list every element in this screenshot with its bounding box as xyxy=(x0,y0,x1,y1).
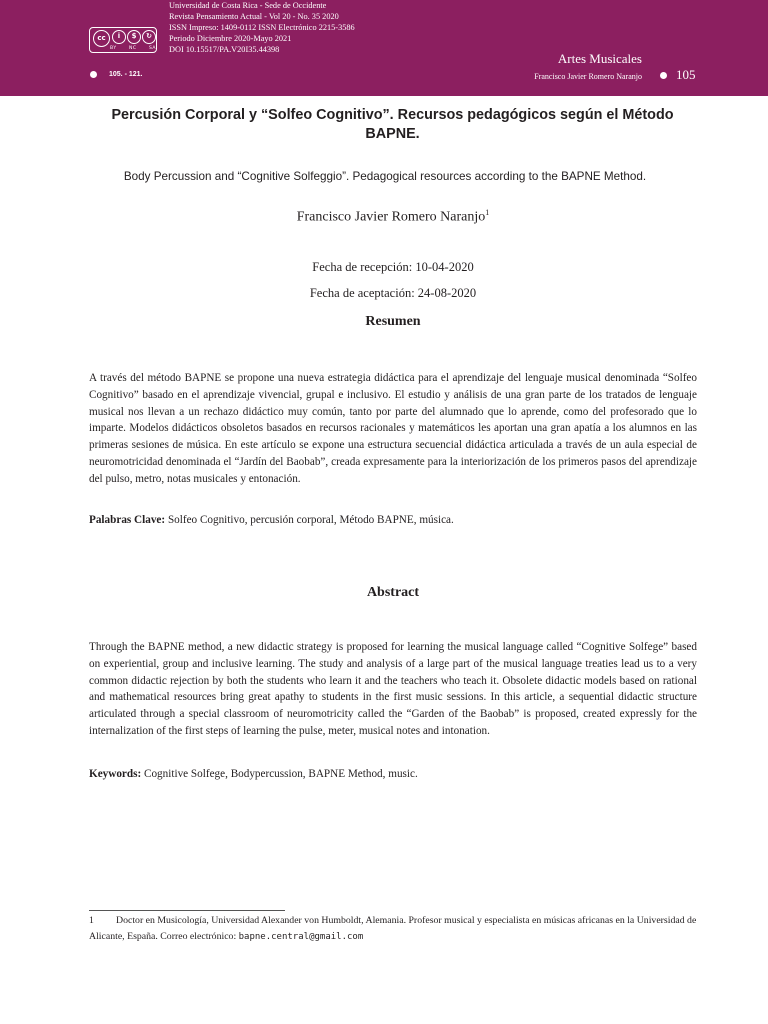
footnote-divider xyxy=(89,910,285,911)
by-icon: i xyxy=(112,30,126,44)
journal-volume-line: Revista Pensamiento Actual - Vol 20 - No. 35 2020 xyxy=(169,12,339,21)
issn-line: ISSN Impreso: 1409-0112 ISSN Electrónico 2215-3586 xyxy=(169,23,355,32)
keywords-list: Solfeo Cognitivo, percusión corporal, Método BAPNE, música. xyxy=(167,514,454,526)
palabras-clave xyxy=(89,512,697,528)
journal-header xyxy=(0,0,768,96)
author-name: Francisco Javier Romero Naranjo$^1$ xyxy=(296,208,490,225)
footnote-marker[interactable]: 1 xyxy=(485,208,490,217)
email-link[interactable]: bapne.central@gmail.com xyxy=(238,931,364,942)
keywords-list: Cognitive Solfege, Bodypercussion, BAPNE Method, music. xyxy=(144,768,418,780)
accepted-date: Fecha de aceptación: 24-08-2020 xyxy=(309,286,477,300)
resumen-heading: Resumen xyxy=(365,314,421,329)
bullet-icon xyxy=(90,71,97,78)
university-line: Universidad de Costa Rica - Sede de Occidente xyxy=(169,1,327,10)
footnote-number: 1 xyxy=(89,915,94,926)
keywords-label: Keywords: xyxy=(89,768,142,780)
keywords-label: Palabras Clave: xyxy=(89,514,166,526)
article-title: Percusión Corporal y “Solfeo Cognitivo”. Recursos pedagógicos según el Método BAPNE. xyxy=(111,107,674,142)
page-number: 105 xyxy=(676,67,696,82)
page-range: 105. - 121. xyxy=(109,71,143,78)
resumen-text: A través del método BAPNE se propone una nueva estrategia didáctica para el aprendizaje del lenguaje musical denominada “Solfeo Cognitivo” basado en el aprendizaje vivencial, grupal e inclusivo. El estudio y análisis de una gran parte de los tratados de lenguaje musical nos llevan a un rechazo didáctico muy común, tanto por parte del alumnado que lo aprende, como del profesorado que lo imparte. Modelos didácticos obsoletos basados en recursos racionales y matemáticos les aportan una gran apatía a los alumnos en las primeras sesiones de música. En este artículo se expone una estructura secuencial didáctica articulada a través de un aula especial de neuromotricidad denominada el “Jardín del Baobab”, creada expresamente para la interiorización de los primeros pasos del aprendizaje del pulso, metro, notas musicales y entonación. xyxy=(89,372,697,485)
article-subtitle: Body Percussion and “Cognitive Solfeggio”. Pedagogical resources according to the BAPNE Method. xyxy=(123,170,647,183)
abstract-text: Through the BAPNE method, a new didactic strategy is proposed for learning the musical language called “Cognitive Solfege” based on experiential, group and inclusive learning. The study and analysis of a large part of the musical language treaties lead us to a very common didactic rejection by both the students who learn it and the teachers who teach it. Obsolete didactic models based on rational and mathematical resources bring great apathy to students in the first music sessions. In this article, a sequential didactic structure articulated through a special classroom of neuromotricity called the “Garden of the Baobab” is proposed, created expressly for the internalization of the first steps of learning the pulse, meter, musical notes and intonation. xyxy=(89,641,697,737)
creative-commons-license-icon[interactable]: cc i $ ↻ BY NC SA xyxy=(89,27,157,53)
abstract-heading: Abstract xyxy=(366,585,420,600)
section-title: Artes Musicales xyxy=(557,51,642,66)
footnote xyxy=(89,913,699,945)
nc-icon: $ xyxy=(127,30,141,44)
period-line: Periodo Diciembre 2020-Mayo 2021 xyxy=(169,34,292,43)
license-tags: BY NC SA xyxy=(110,46,156,51)
bullet-icon xyxy=(660,72,667,79)
footnote-text: Doctor en Musicología, Universidad Alexander von Humboldt, Alemania. Profesor musical y especialista en músicas africanas en la Universidad de Alicante, España. Correo electrónico: xyxy=(89,915,697,942)
keywords xyxy=(89,766,697,782)
journal-info xyxy=(169,0,355,55)
running-author: Francisco Javier Romero Naranjo xyxy=(534,72,642,81)
doi-line[interactable]: DOI 10.15517/PA.V20I35.44398 xyxy=(169,45,280,54)
sa-icon: ↻ xyxy=(142,30,156,44)
received-date: Fecha de recepción: 10-04-2020 xyxy=(312,260,474,274)
